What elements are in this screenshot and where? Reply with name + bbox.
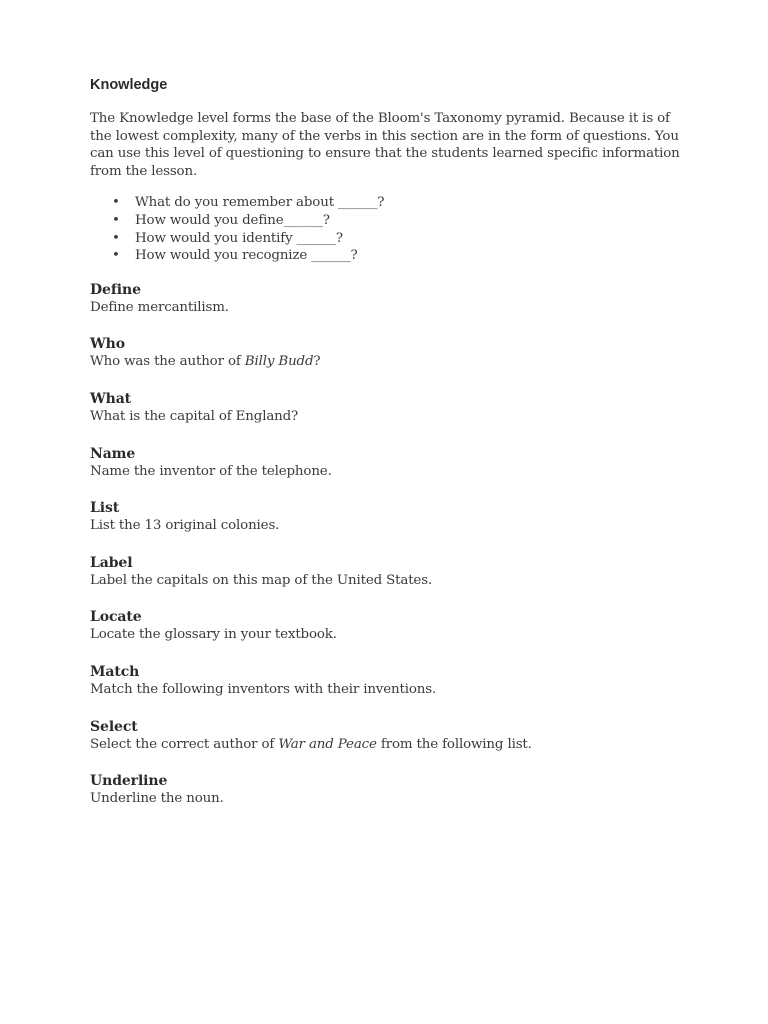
verb-entry-who <box>90 335 690 371</box>
verb-example: Underline the noun. <box>90 791 224 807</box>
verb-term: Match <box>90 663 140 680</box>
bullet-text: How would you identify ______? <box>135 230 343 246</box>
intro-paragraph: The Knowledge level forms the base of the Bloom's Taxonomy pyramid. Because it is of the lowest complexity, many of the verbs in this section are in the form of questions. You can use this level of questioning to ensure that the students learned specific information from the lesson. <box>90 111 680 179</box>
verb-example: Select the correct author of War and Peace from the following list. <box>90 736 532 752</box>
list-item <box>90 194 690 212</box>
bullet-text: How would you recognize ______? <box>135 248 358 264</box>
section-title: Knowledge <box>90 77 168 93</box>
verb-example: Locate the glossary in your textbook. <box>90 627 337 643</box>
bullet-icon: • <box>112 230 120 246</box>
verb-term: Locate <box>90 609 142 626</box>
verb-entry-match <box>90 663 690 699</box>
list-item <box>90 230 690 248</box>
verb-term: Define <box>90 281 141 298</box>
bullet-text: How would you define______? <box>135 212 330 228</box>
verb-entry-what <box>90 390 690 426</box>
bullet-icon: • <box>112 195 120 211</box>
verb-term: What <box>90 390 132 407</box>
bullet-icon: • <box>112 212 120 228</box>
verb-entry-select <box>90 718 690 754</box>
verb-entry-label <box>90 554 690 590</box>
verb-entry-name <box>90 445 690 481</box>
verb-example: Define mercantilism. <box>90 299 229 315</box>
verb-example: Who was the author of Billy Budd? <box>90 354 321 370</box>
verb-term: Who <box>90 336 125 353</box>
verb-example: List the 13 original colonies. <box>90 518 280 534</box>
list-item <box>90 212 690 230</box>
verb-example: Name the inventor of the telephone. <box>90 463 332 479</box>
question-list <box>90 194 690 264</box>
verb-term: Underline <box>90 773 168 790</box>
book-title: War and Peace <box>278 736 377 752</box>
verb-entry-locate <box>90 608 690 644</box>
verb-term: Name <box>90 445 136 462</box>
document-page <box>90 76 690 827</box>
book-title: Billy Budd <box>244 354 314 370</box>
bullet-icon: • <box>112 248 120 264</box>
verb-entry-define <box>90 281 690 317</box>
verb-term: Label <box>90 554 133 571</box>
verb-example: What is the capital of England? <box>90 408 299 424</box>
verb-term: List <box>90 500 120 517</box>
verb-entry-underline <box>90 772 690 808</box>
verb-entry-list <box>90 499 690 535</box>
verb-term: Select <box>90 718 138 735</box>
list-item <box>90 247 690 265</box>
verb-example: Label the capitals on this map of the United States. <box>90 572 433 588</box>
bullet-text: What do you remember about ______? <box>135 195 385 211</box>
verb-example: Match the following inventors with their inventions. <box>90 681 437 697</box>
